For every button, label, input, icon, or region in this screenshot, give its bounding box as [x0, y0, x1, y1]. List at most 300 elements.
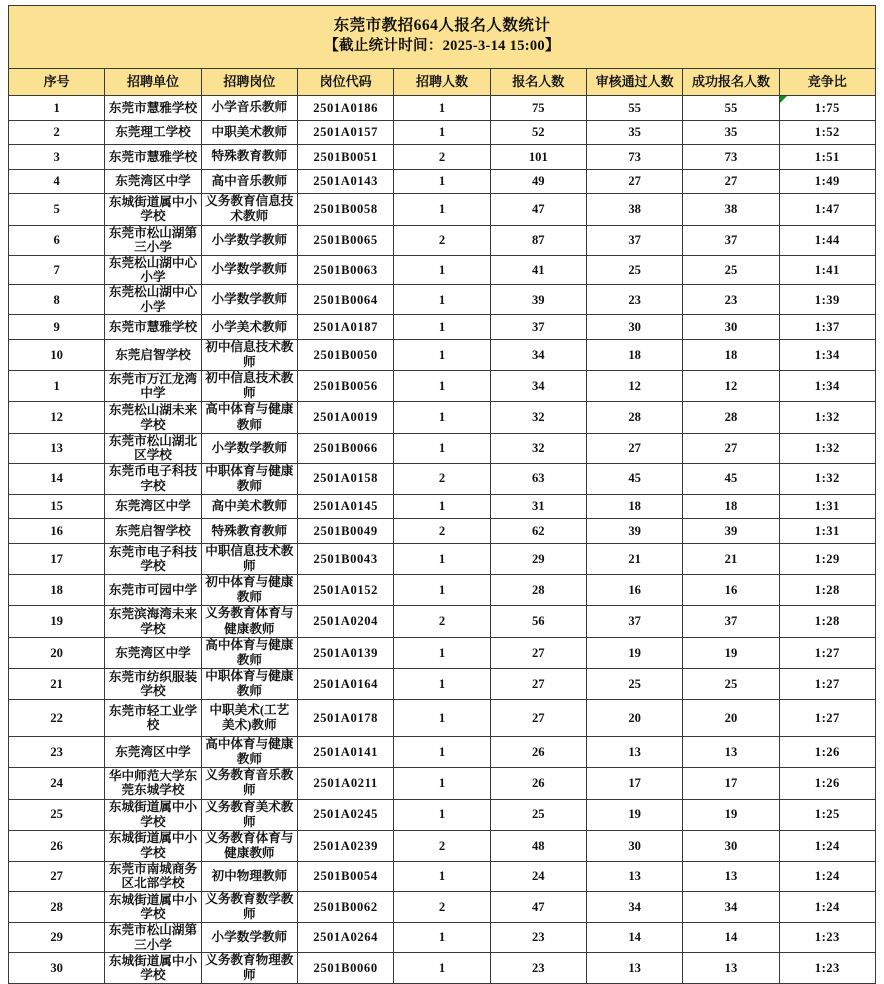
cell-ok[interactable]: 18	[683, 494, 779, 519]
cell-ratio[interactable]: 1:34	[779, 371, 875, 402]
cell-ok[interactable]: 19	[683, 799, 779, 830]
cell-ratio[interactable]: 1:24	[779, 891, 875, 922]
cell-hire[interactable]: 1	[394, 315, 490, 340]
cell-apply[interactable]: 28	[490, 575, 586, 606]
cell-unit[interactable]: 东莞松山湖未来学校	[105, 402, 201, 433]
cell-hire[interactable]: 1	[394, 433, 490, 463]
cell-ratio[interactable]: 1:32	[779, 433, 875, 463]
cell-post[interactable]	[201, 575, 297, 606]
cell-code[interactable]: 2501A0264	[297, 923, 393, 953]
cell-post[interactable]	[201, 830, 297, 861]
cell-hire[interactable]: 1	[394, 494, 490, 519]
cell-pass[interactable]: 13	[586, 953, 682, 984]
table-row[interactable]	[9, 340, 876, 371]
cell-unit[interactable]: 东莞市松山湖第三小学	[105, 923, 201, 953]
cell-ratio[interactable]: 1:39	[779, 285, 875, 315]
cell-pass[interactable]: 16	[586, 575, 682, 606]
cell-pass[interactable]: 38	[586, 194, 682, 225]
cell-post[interactable]	[201, 737, 297, 768]
cell-ratio[interactable]: 1:41	[779, 255, 875, 285]
cell-unit[interactable]: 东莞松山湖中心小学	[105, 255, 201, 285]
table-row[interactable]	[9, 923, 876, 953]
cell-code[interactable]: 2501B0054	[297, 861, 393, 891]
cell-code[interactable]: 2501A0186	[297, 96, 393, 121]
cell-pass[interactable]: 25	[586, 668, 682, 699]
cell-code[interactable]: 2501A0019	[297, 402, 393, 433]
cell-ok[interactable]: 30	[683, 830, 779, 861]
cell-code[interactable]: 2501A0239	[297, 830, 393, 861]
table-row[interactable]	[9, 637, 876, 668]
cell-unit[interactable]: 东莞湾区中学	[105, 737, 201, 768]
cell-ratio[interactable]: 1:31	[779, 519, 875, 544]
cell-unit[interactable]: 东莞市万江龙湾中学	[105, 371, 201, 402]
cell-idx[interactable]: 23	[9, 737, 105, 768]
cell-apply[interactable]: 49	[490, 169, 586, 194]
cell-ok[interactable]: 38	[683, 194, 779, 225]
cell-apply[interactable]: 32	[490, 433, 586, 463]
cell-apply[interactable]: 26	[490, 768, 586, 799]
cell-post[interactable]	[201, 494, 297, 519]
cell-idx[interactable]: 1	[9, 96, 105, 121]
cell-code[interactable]: 2501A0145	[297, 494, 393, 519]
cell-ok[interactable]: 25	[683, 255, 779, 285]
cell-pass[interactable]: 28	[586, 402, 682, 433]
cell-ratio[interactable]: 1:24	[779, 861, 875, 891]
cell-idx[interactable]: 12	[9, 402, 105, 433]
table-row[interactable]	[9, 120, 876, 145]
cell-hire[interactable]: 1	[394, 285, 490, 315]
cell-pass[interactable]: 55	[586, 96, 682, 121]
cell-idx[interactable]: 1	[9, 371, 105, 402]
cell-pass[interactable]: 30	[586, 315, 682, 340]
cell-post[interactable]	[201, 891, 297, 922]
cell-pass[interactable]: 18	[586, 494, 682, 519]
table-row[interactable]	[9, 544, 876, 575]
cell-idx[interactable]: 20	[9, 637, 105, 668]
cell-ratio[interactable]: 1:37	[779, 315, 875, 340]
column-header-unit[interactable]: 招聘单位	[105, 69, 201, 96]
cell-idx[interactable]: 8	[9, 285, 105, 315]
cell-ok[interactable]: 16	[683, 575, 779, 606]
cell-pass[interactable]: 30	[586, 830, 682, 861]
table-row[interactable]	[9, 891, 876, 922]
cell-hire[interactable]: 2	[394, 519, 490, 544]
table-row[interactable]	[9, 145, 876, 170]
cell-code[interactable]: 2501A0141	[297, 737, 393, 768]
table-row[interactable]	[9, 194, 876, 225]
cell-code[interactable]: 2501A0178	[297, 700, 393, 737]
column-header-post[interactable]: 招聘岗位	[201, 69, 297, 96]
cell-post[interactable]	[201, 120, 297, 145]
cell-ratio[interactable]: 1:51	[779, 145, 875, 170]
column-header-hire[interactable]: 招聘人数	[394, 69, 490, 96]
cell-code[interactable]: 2501A0143	[297, 169, 393, 194]
cell-ok[interactable]: 34	[683, 891, 779, 922]
cell-pass[interactable]: 19	[586, 799, 682, 830]
cell-post[interactable]	[201, 463, 297, 494]
cell-ratio[interactable]: 1:27	[779, 668, 875, 699]
cell-pass[interactable]: 21	[586, 544, 682, 575]
table-row[interactable]	[9, 519, 876, 544]
table-row[interactable]	[9, 830, 876, 861]
cell-hire[interactable]: 1	[394, 953, 490, 984]
cell-post[interactable]	[201, 861, 297, 891]
cell-unit[interactable]: 东莞湾区中学	[105, 494, 201, 519]
cell-unit[interactable]: 东莞市松山湖第三小学	[105, 225, 201, 255]
cell-apply[interactable]: 27	[490, 700, 586, 737]
cell-post[interactable]	[201, 145, 297, 170]
cell-code[interactable]: 2501A0187	[297, 315, 393, 340]
table-row[interactable]	[9, 315, 876, 340]
cell-hire[interactable]: 2	[394, 830, 490, 861]
cell-code[interactable]: 2501A0204	[297, 606, 393, 637]
cell-post[interactable]	[201, 799, 297, 830]
cell-unit[interactable]: 东莞启智学校	[105, 340, 201, 371]
cell-post[interactable]	[201, 953, 297, 984]
cell-idx[interactable]: 13	[9, 433, 105, 463]
cell-hire[interactable]: 1	[394, 737, 490, 768]
cell-ok[interactable]: 13	[683, 737, 779, 768]
table-row[interactable]	[9, 96, 876, 121]
cell-code[interactable]: 2501A0152	[297, 575, 393, 606]
cell-idx[interactable]: 21	[9, 668, 105, 699]
cell-hire[interactable]: 2	[394, 225, 490, 255]
cell-ok[interactable]: 19	[683, 637, 779, 668]
cell-idx[interactable]: 6	[9, 225, 105, 255]
table-row[interactable]	[9, 575, 876, 606]
cell-unit[interactable]: 东莞市南城商务区北部学校	[105, 861, 201, 891]
cell-hire[interactable]: 1	[394, 768, 490, 799]
cell-unit[interactable]: 东莞湾区中学	[105, 637, 201, 668]
cell-post[interactable]	[201, 285, 297, 315]
cell-apply[interactable]: 23	[490, 953, 586, 984]
cell-hire[interactable]: 1	[394, 255, 490, 285]
cell-idx[interactable]: 24	[9, 768, 105, 799]
cell-post[interactable]	[201, 194, 297, 225]
cell-ok[interactable]: 14	[683, 923, 779, 953]
cell-unit[interactable]: 东莞湾区中学	[105, 169, 201, 194]
cell-ratio[interactable]: 1:31	[779, 494, 875, 519]
cell-hire[interactable]: 1	[394, 340, 490, 371]
cell-ratio[interactable]: 1:32	[779, 463, 875, 494]
cell-code[interactable]: 2501B0066	[297, 433, 393, 463]
cell-post[interactable]	[201, 340, 297, 371]
cell-apply[interactable]: 63	[490, 463, 586, 494]
cell-pass[interactable]: 37	[586, 225, 682, 255]
cell-code[interactable]: 2501B0065	[297, 225, 393, 255]
cell-post[interactable]	[201, 402, 297, 433]
column-header-code[interactable]: 岗位代码	[297, 69, 393, 96]
cell-idx[interactable]: 22	[9, 700, 105, 737]
cell-hire[interactable]: 2	[394, 606, 490, 637]
table-row[interactable]	[9, 953, 876, 984]
cell-unit[interactable]: 东城街道属中小学校	[105, 830, 201, 861]
cell-ok[interactable]: 20	[683, 700, 779, 737]
cell-hire[interactable]: 1	[394, 575, 490, 606]
table-row[interactable]	[9, 402, 876, 433]
cell-unit[interactable]: 东莞市松山湖北区学校	[105, 433, 201, 463]
cell-apply[interactable]: 52	[490, 120, 586, 145]
table-row[interactable]	[9, 768, 876, 799]
cell-code[interactable]: 2501B0056	[297, 371, 393, 402]
cell-hire[interactable]: 1	[394, 120, 490, 145]
column-header-ok[interactable]: 成功报名人数	[683, 69, 779, 96]
cell-unit[interactable]: 东莞市轻工业学校	[105, 700, 201, 737]
cell-code[interactable]: 2501A0245	[297, 799, 393, 830]
cell-ok[interactable]: 23	[683, 285, 779, 315]
cell-idx[interactable]: 15	[9, 494, 105, 519]
cell-post[interactable]	[201, 923, 297, 953]
cell-apply[interactable]: 32	[490, 402, 586, 433]
cell-post[interactable]	[201, 544, 297, 575]
cell-code[interactable]: 2501B0064	[297, 285, 393, 315]
cell-post[interactable]	[201, 169, 297, 194]
cell-apply[interactable]: 29	[490, 544, 586, 575]
cell-idx[interactable]: 5	[9, 194, 105, 225]
cell-code[interactable]: 2501B0060	[297, 953, 393, 984]
cell-idx[interactable]: 26	[9, 830, 105, 861]
cell-hire[interactable]: 1	[394, 637, 490, 668]
cell-code[interactable]: 2501B0050	[297, 340, 393, 371]
cell-apply[interactable]: 75	[490, 96, 586, 121]
cell-pass[interactable]: 23	[586, 285, 682, 315]
column-header-idx[interactable]: 序号	[9, 69, 105, 96]
cell-ratio[interactable]: 1:26	[779, 737, 875, 768]
table-row[interactable]	[9, 799, 876, 830]
cell-hire[interactable]: 1	[394, 544, 490, 575]
cell-unit[interactable]: 东城街道属中小学校	[105, 194, 201, 225]
cell-ok[interactable]: 55	[683, 96, 779, 121]
cell-idx[interactable]: 14	[9, 463, 105, 494]
cell-post[interactable]	[201, 433, 297, 463]
cell-code[interactable]: 2501B0049	[297, 519, 393, 544]
cell-ok[interactable]: 73	[683, 145, 779, 170]
cell-unit[interactable]: 东莞市慧雅学校	[105, 145, 201, 170]
table-row[interactable]	[9, 169, 876, 194]
cell-pass[interactable]: 39	[586, 519, 682, 544]
cell-idx[interactable]: 4	[9, 169, 105, 194]
cell-ratio[interactable]: 1:27	[779, 637, 875, 668]
cell-apply[interactable]: 47	[490, 194, 586, 225]
cell-apply[interactable]: 24	[490, 861, 586, 891]
cell-hire[interactable]: 1	[394, 96, 490, 121]
cell-ok[interactable]: 28	[683, 402, 779, 433]
cell-unit[interactable]: 东莞启智学校	[105, 519, 201, 544]
cell-apply[interactable]: 25	[490, 799, 586, 830]
table-row[interactable]	[9, 225, 876, 255]
cell-post[interactable]	[201, 371, 297, 402]
table-row[interactable]	[9, 737, 876, 768]
cell-ratio[interactable]: 1:28	[779, 606, 875, 637]
cell-code[interactable]: 2501B0062	[297, 891, 393, 922]
cell-unit[interactable]: 东城街道属中小学校	[105, 891, 201, 922]
table-row[interactable]	[9, 285, 876, 315]
cell-code[interactable]: 2501B0058	[297, 194, 393, 225]
cell-ratio[interactable]: 1:24	[779, 830, 875, 861]
cell-pass[interactable]: 35	[586, 120, 682, 145]
cell-ok[interactable]: 45	[683, 463, 779, 494]
cell-code[interactable]: 2501A0158	[297, 463, 393, 494]
cell-idx[interactable]: 10	[9, 340, 105, 371]
cell-hire[interactable]: 1	[394, 169, 490, 194]
cell-idx[interactable]: 17	[9, 544, 105, 575]
cell-post[interactable]	[201, 700, 297, 737]
cell-hire[interactable]: 2	[394, 463, 490, 494]
cell-idx[interactable]: 25	[9, 799, 105, 830]
cell-hire[interactable]: 2	[394, 145, 490, 170]
cell-ratio[interactable]: 1:47	[779, 194, 875, 225]
cell-ratio[interactable]: 1:26	[779, 768, 875, 799]
cell-ratio[interactable]: 1:49	[779, 169, 875, 194]
cell-ratio[interactable]: 1:29	[779, 544, 875, 575]
cell-unit[interactable]: 东城街道属中小学校	[105, 953, 201, 984]
cell-hire[interactable]: 2	[394, 891, 490, 922]
cell-ok[interactable]: 39	[683, 519, 779, 544]
cell-ok[interactable]: 25	[683, 668, 779, 699]
cell-pass[interactable]: 13	[586, 737, 682, 768]
cell-ok[interactable]: 13	[683, 953, 779, 984]
cell-ok[interactable]: 37	[683, 225, 779, 255]
cell-pass[interactable]: 27	[586, 169, 682, 194]
cell-hire[interactable]: 1	[394, 668, 490, 699]
cell-apply[interactable]: 87	[490, 225, 586, 255]
cell-ok[interactable]: 21	[683, 544, 779, 575]
cell-post[interactable]	[201, 637, 297, 668]
cell-pass[interactable]: 20	[586, 700, 682, 737]
cell-unit[interactable]: 东莞市慧雅学校	[105, 315, 201, 340]
cell-ok[interactable]: 13	[683, 861, 779, 891]
cell-ok[interactable]: 18	[683, 340, 779, 371]
cell-idx[interactable]: 18	[9, 575, 105, 606]
cell-idx[interactable]: 27	[9, 861, 105, 891]
cell-idx[interactable]: 9	[9, 315, 105, 340]
cell-hire[interactable]: 1	[394, 799, 490, 830]
cell-ok[interactable]: 30	[683, 315, 779, 340]
table-row[interactable]	[9, 463, 876, 494]
cell-unit[interactable]: 东莞市电子科技学校	[105, 544, 201, 575]
cell-idx[interactable]: 3	[9, 145, 105, 170]
cell-pass[interactable]: 14	[586, 923, 682, 953]
cell-post[interactable]	[201, 668, 297, 699]
table-row[interactable]	[9, 700, 876, 737]
cell-pass[interactable]: 34	[586, 891, 682, 922]
cell-apply[interactable]: 62	[490, 519, 586, 544]
cell-idx[interactable]: 30	[9, 953, 105, 984]
cell-ok[interactable]: 37	[683, 606, 779, 637]
cell-apply[interactable]: 39	[490, 285, 586, 315]
cell-ratio[interactable]: 1:75	[779, 96, 875, 121]
cell-code[interactable]: 2501A0211	[297, 768, 393, 799]
cell-post[interactable]	[201, 315, 297, 340]
cell-unit[interactable]: 东莞币电子科技字校	[105, 463, 201, 494]
cell-ratio[interactable]: 1:52	[779, 120, 875, 145]
cell-pass[interactable]: 12	[586, 371, 682, 402]
cell-idx[interactable]: 7	[9, 255, 105, 285]
cell-apply[interactable]: 47	[490, 891, 586, 922]
cell-ok[interactable]: 27	[683, 169, 779, 194]
cell-apply[interactable]: 48	[490, 830, 586, 861]
cell-ok[interactable]: 12	[683, 371, 779, 402]
cell-apply[interactable]: 27	[490, 668, 586, 699]
cell-idx[interactable]: 2	[9, 120, 105, 145]
cell-idx[interactable]: 16	[9, 519, 105, 544]
cell-unit[interactable]: 东莞滨海湾未来学校	[105, 606, 201, 637]
cell-hire[interactable]: 1	[394, 371, 490, 402]
table-row[interactable]	[9, 606, 876, 637]
cell-hire[interactable]: 1	[394, 194, 490, 225]
cell-code[interactable]: 2501B0063	[297, 255, 393, 285]
cell-unit[interactable]: 东莞松山湖中心小学	[105, 285, 201, 315]
cell-pass[interactable]: 27	[586, 433, 682, 463]
cell-pass[interactable]: 17	[586, 768, 682, 799]
cell-apply[interactable]: 31	[490, 494, 586, 519]
cell-ok[interactable]: 27	[683, 433, 779, 463]
cell-apply[interactable]: 41	[490, 255, 586, 285]
cell-code[interactable]: 2501A0157	[297, 120, 393, 145]
cell-ok[interactable]: 17	[683, 768, 779, 799]
cell-apply[interactable]: 34	[490, 371, 586, 402]
cell-apply[interactable]: 101	[490, 145, 586, 170]
cell-ratio[interactable]: 1:28	[779, 575, 875, 606]
cell-hire[interactable]: 1	[394, 402, 490, 433]
column-header-ratio[interactable]: 竞争比	[779, 69, 875, 96]
cell-idx[interactable]: 29	[9, 923, 105, 953]
cell-apply[interactable]: 37	[490, 315, 586, 340]
table-row[interactable]	[9, 255, 876, 285]
cell-ratio[interactable]: 1:32	[779, 402, 875, 433]
cell-idx[interactable]: 19	[9, 606, 105, 637]
cell-post[interactable]	[201, 255, 297, 285]
cell-unit[interactable]: 东城街道属中小学校	[105, 799, 201, 830]
cell-unit[interactable]: 东莞理工学校	[105, 120, 201, 145]
cell-idx[interactable]: 28	[9, 891, 105, 922]
cell-ratio[interactable]: 1:27	[779, 700, 875, 737]
cell-code[interactable]: 2501B0051	[297, 145, 393, 170]
cell-post[interactable]	[201, 225, 297, 255]
cell-pass[interactable]: 13	[586, 861, 682, 891]
cell-hire[interactable]: 1	[394, 700, 490, 737]
cell-code[interactable]: 2501A0164	[297, 668, 393, 699]
column-header-pass[interactable]: 审核通过人数	[586, 69, 682, 96]
cell-unit[interactable]: 东莞市纺织服装学校	[105, 668, 201, 699]
table-row[interactable]	[9, 433, 876, 463]
cell-ratio[interactable]: 1:34	[779, 340, 875, 371]
cell-pass[interactable]: 73	[586, 145, 682, 170]
cell-ratio[interactable]: 1:25	[779, 799, 875, 830]
column-header-apply[interactable]: 报名人数	[490, 69, 586, 96]
cell-post[interactable]	[201, 96, 297, 121]
table-row[interactable]	[9, 668, 876, 699]
cell-post[interactable]	[201, 519, 297, 544]
table-row[interactable]	[9, 494, 876, 519]
cell-hire[interactable]: 1	[394, 923, 490, 953]
cell-apply[interactable]: 34	[490, 340, 586, 371]
cell-apply[interactable]: 56	[490, 606, 586, 637]
cell-apply[interactable]: 26	[490, 737, 586, 768]
cell-code[interactable]: 2501A0139	[297, 637, 393, 668]
cell-ratio[interactable]: 1:44	[779, 225, 875, 255]
cell-ratio[interactable]: 1:23	[779, 953, 875, 984]
cell-pass[interactable]: 37	[586, 606, 682, 637]
cell-pass[interactable]: 25	[586, 255, 682, 285]
cell-pass[interactable]: 19	[586, 637, 682, 668]
cell-code[interactable]: 2501B0043	[297, 544, 393, 575]
table-row[interactable]	[9, 371, 876, 402]
cell-apply[interactable]: 27	[490, 637, 586, 668]
cell-post[interactable]	[201, 606, 297, 637]
cell-ok[interactable]: 35	[683, 120, 779, 145]
table-row[interactable]	[9, 861, 876, 891]
